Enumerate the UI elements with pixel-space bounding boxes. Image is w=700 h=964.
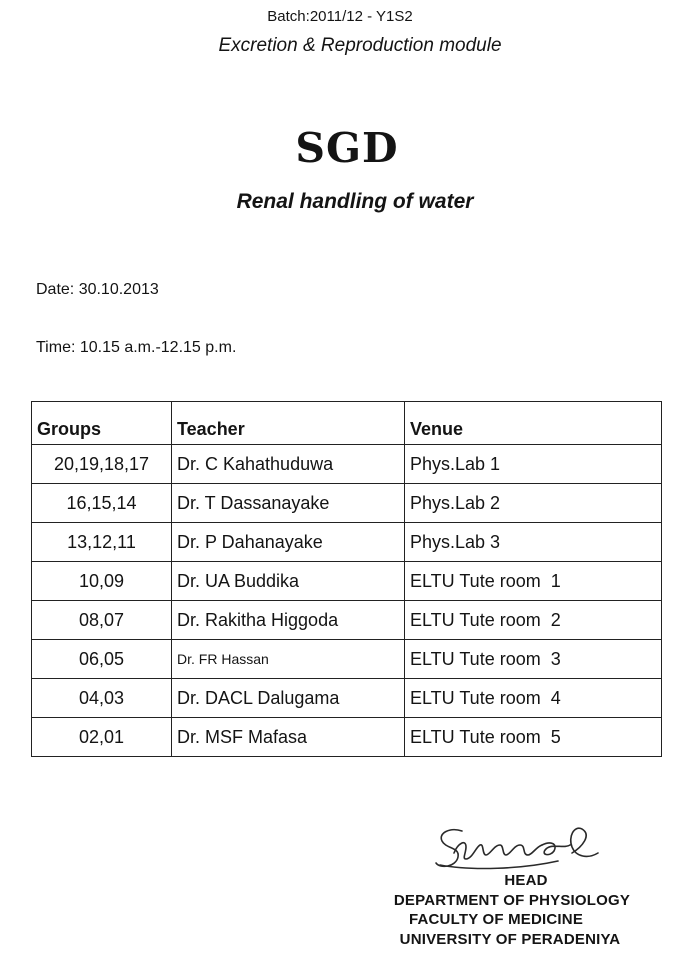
cell-teacher: Dr. FR Hassan (172, 640, 405, 679)
handwritten-signature (432, 823, 602, 879)
cell-teacher: Dr. DACL Dalugama (172, 679, 405, 718)
cell-groups: 06,05 (32, 640, 172, 679)
module-text: Excretion & Reproduction module (218, 35, 502, 56)
table-row (32, 601, 662, 640)
column-header-venue: Venue (405, 402, 662, 445)
table-row (32, 679, 662, 718)
topic-text: Renal handling of water (236, 190, 474, 213)
cell-teacher: Dr. MSF Mafasa (172, 718, 405, 757)
table-row (32, 562, 662, 601)
cell-teacher: Dr. UA Buddika (172, 562, 405, 601)
module-line (0, 35, 700, 57)
cell-venue: ELTU Tute room 2 (405, 601, 662, 640)
cell-groups: 10,09 (32, 562, 172, 601)
table-row (32, 484, 662, 523)
stamp-line-head-text: HEAD (504, 872, 548, 889)
cell-groups: 04,03 (32, 679, 172, 718)
batch-line (0, 8, 700, 25)
table-row (32, 718, 662, 757)
stamp-line-university-text: UNIVERSITY OF PERADENIYA (399, 931, 621, 948)
stamp-line-faculty (0, 911, 700, 928)
session-date: Date: 30.10.2013 (36, 281, 159, 298)
cell-groups: 20,19,18,17 (32, 445, 172, 484)
cell-groups: 02,01 (32, 718, 172, 757)
cell-teacher: Dr. Rakitha Higgoda (172, 601, 405, 640)
column-header-groups: Groups (32, 402, 172, 445)
cell-venue: Phys.Lab 3 (405, 523, 662, 562)
cell-venue: ELTU Tute room 4 (405, 679, 662, 718)
cell-venue: ELTU Tute room 1 (405, 562, 662, 601)
cell-venue: ELTU Tute room 3 (405, 640, 662, 679)
cell-teacher: Dr. T Dassanayake (172, 484, 405, 523)
schedule-table (31, 401, 662, 757)
column-header-teacher: Teacher (172, 402, 405, 445)
cell-venue: Phys.Lab 2 (405, 484, 662, 523)
cell-groups: 13,12,11 (32, 523, 172, 562)
table-header-row (32, 402, 662, 445)
stamp-line-head (0, 872, 700, 889)
table-row (32, 445, 662, 484)
stamp-line-university (0, 931, 700, 948)
topic-heading (0, 190, 700, 214)
cell-teacher: Dr. C Kahathuduwa (172, 445, 405, 484)
page-title-text: SGD (295, 124, 399, 172)
cell-groups: 08,07 (32, 601, 172, 640)
cell-venue: ELTU Tute room 5 (405, 718, 662, 757)
table-row (32, 523, 662, 562)
stamp-line-department-text: DEPARTMENT OF PHYSIOLOGY (393, 892, 631, 909)
table-row (32, 640, 662, 679)
cell-teacher: Dr. P Dahanayake (172, 523, 405, 562)
page-title (0, 124, 700, 172)
cell-venue: Phys.Lab 1 (405, 445, 662, 484)
batch-text: Batch:2011/12 - Y1S2 (267, 8, 413, 25)
session-time: Time: 10.15 a.m.-12.15 p.m. (36, 339, 237, 356)
cell-groups: 16,15,14 (32, 484, 172, 523)
stamp-line-faculty-text: FACULTY OF MEDICINE (408, 911, 584, 928)
stamp-line-department (0, 892, 700, 909)
